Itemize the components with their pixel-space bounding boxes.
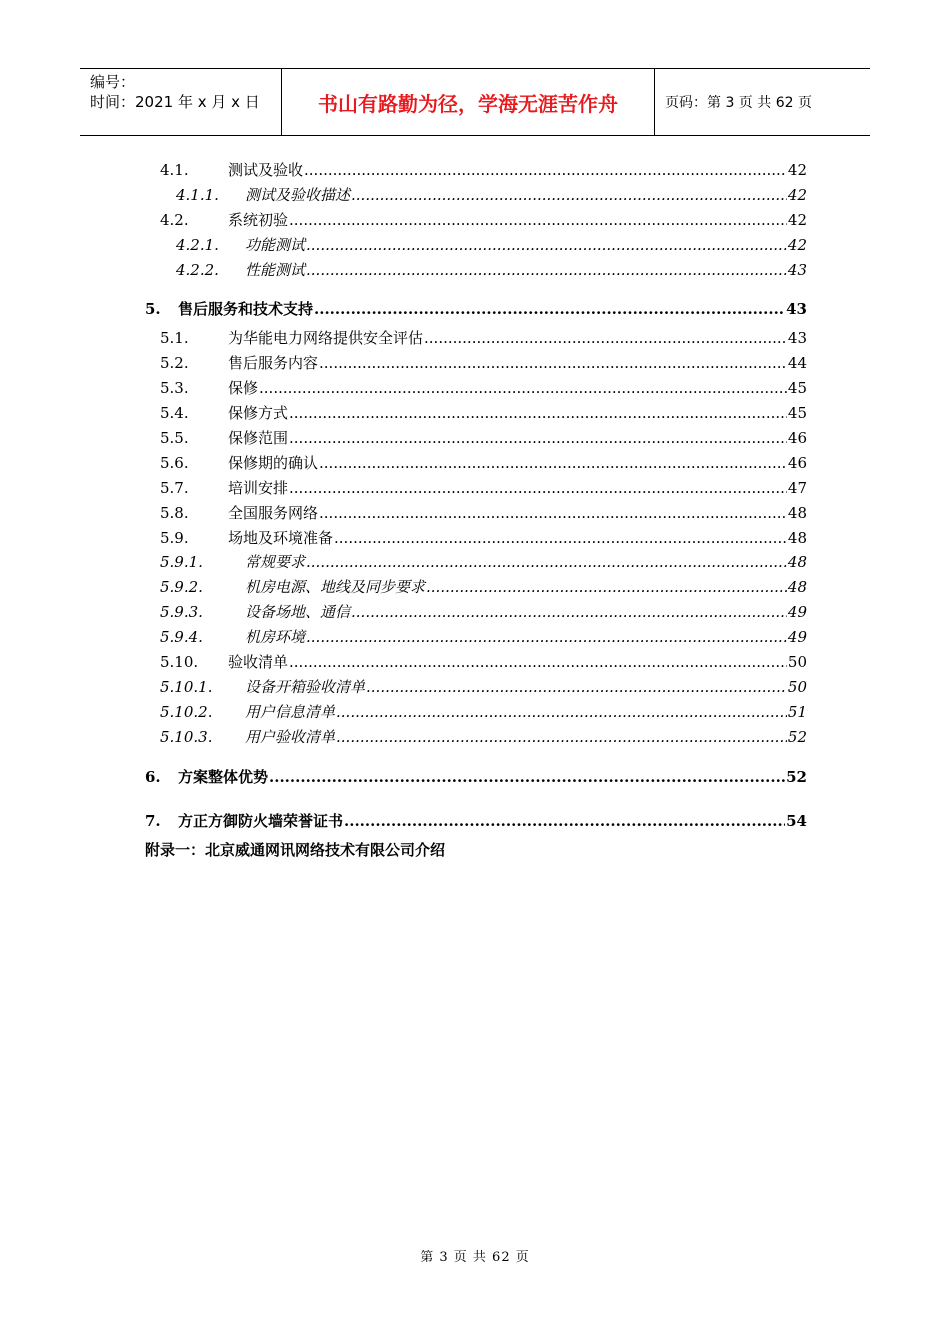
toc-entry-title: 保修: [228, 379, 259, 398]
toc-entry-page: 43: [787, 260, 807, 279]
toc-entry-page: 46: [787, 453, 807, 472]
toc-leader-dots: [351, 600, 787, 625]
toc-leader-dots: [334, 526, 787, 551]
toc-entry[interactable]: [145, 725, 807, 750]
toc-entry-title: 售后服务内容: [228, 354, 319, 373]
toc-entry-number: 4.2.: [160, 210, 189, 229]
toc-entry-page: 50: [787, 653, 807, 672]
toc-entry-page: 42: [787, 210, 807, 229]
toc-entry[interactable]: [145, 501, 807, 526]
toc-entry-title: 设备开箱验收清单: [245, 677, 366, 696]
toc-entry[interactable]: [145, 526, 807, 551]
toc-entry[interactable]: [145, 208, 807, 233]
toc-entry-title: 验收清单: [228, 653, 289, 672]
toc-entry-title: 设备场地、通信: [245, 603, 351, 622]
date-text: 时间：2021 年 x 月 x 日: [90, 93, 260, 111]
toc-entry-page: 47: [787, 478, 807, 497]
toc-leader-dots: [269, 760, 785, 794]
toc-entry-number: 5.1.: [160, 329, 189, 348]
toc-entry-number: 5.10.1.: [160, 677, 213, 696]
appendix-heading[interactable]: 附录一：北京威通网讯网络技术有限公司介绍: [145, 840, 446, 859]
toc-entry[interactable]: [145, 401, 807, 426]
toc-leader-dots: [426, 575, 787, 600]
toc-entry-page: 42: [787, 185, 807, 204]
toc-entry-number: 7.: [145, 811, 161, 830]
toc-entry-number: 5.10.2.: [160, 702, 213, 721]
toc-entry-number: 5.2.: [160, 354, 189, 373]
toc-entry-page: 48: [787, 528, 807, 547]
toc-entry[interactable]: [145, 183, 807, 208]
toc-leader-dots: [289, 650, 787, 675]
toc-entry-number: 5.8.: [160, 503, 189, 522]
toc-entry-title: 测试及验收描述: [245, 185, 351, 204]
toc-entry[interactable]: [145, 451, 807, 476]
toc-leader-dots: [319, 351, 787, 376]
table-of-contents: [145, 158, 807, 862]
toc-entry-title: 机房电源、地线及同步要求: [245, 578, 426, 597]
header-meta: [80, 69, 282, 135]
toc-entry-number: 5.9.1.: [160, 553, 203, 572]
toc-leader-dots: [319, 501, 787, 526]
toc-entry-number: 6.: [145, 767, 161, 786]
toc-leader-dots: [304, 158, 787, 183]
toc-entry-number: 5.10.: [160, 653, 199, 672]
toc-entry-page: 48: [787, 553, 807, 572]
toc-entry-page: 44: [787, 354, 807, 373]
toc-entry[interactable]: [145, 292, 807, 326]
toc-entry-title: 机房环境: [245, 628, 306, 647]
toc-leader-dots: [289, 208, 787, 233]
toc-entry-number: 4.1.1.: [176, 185, 219, 204]
toc-entry-page: 45: [787, 379, 807, 398]
toc-leader-dots: [351, 183, 787, 208]
toc-entry-number: 5.9.: [160, 528, 189, 547]
toc-leader-dots: [259, 376, 787, 401]
toc-entry[interactable]: [145, 351, 807, 376]
toc-entry-page: 45: [787, 404, 807, 423]
toc-entry[interactable]: [145, 326, 807, 351]
toc-entry[interactable]: [145, 700, 807, 725]
page-footer: 第 3 页 共 62 页: [420, 1250, 530, 1265]
toc-entry-title: 保修范围: [228, 429, 289, 448]
toc-entry-number: 4.2.1.: [176, 235, 219, 254]
toc-entry-title: 培训安排: [228, 478, 289, 497]
toc-entry-page: 54: [786, 811, 807, 830]
page-header: [80, 68, 870, 136]
toc-entry-title: 场地及环境准备: [228, 528, 334, 547]
toc-entry-title: 方案整体优势: [178, 767, 269, 786]
toc-entry-title: 用户信息清单: [245, 702, 336, 721]
toc-leader-dots: [306, 258, 787, 283]
toc-entry-title: 保修方式: [228, 404, 289, 423]
toc-entry[interactable]: [145, 158, 807, 183]
toc-entry[interactable]: [145, 575, 807, 600]
toc-entry-number: 5.6.: [160, 453, 189, 472]
toc-entry-page: 49: [787, 628, 807, 647]
toc-leader-dots: [289, 476, 787, 501]
toc-entry-title: 保修期的确认: [228, 453, 319, 472]
toc-entry-page: 42: [787, 161, 807, 179]
toc-entry-page: 52: [786, 767, 807, 786]
toc-entry-page: 52: [787, 727, 807, 746]
toc-entry-page: 43: [787, 329, 807, 348]
toc-leader-dots: [366, 675, 787, 700]
toc-entry[interactable]: [145, 258, 807, 283]
toc-leader-dots: [314, 292, 785, 326]
toc-entry-number: 5.9.3.: [160, 603, 203, 622]
toc-entry-page: 46: [787, 429, 807, 448]
toc-entry-title: 系统初验: [228, 210, 289, 229]
header-page-info: 页码：第 3 页 共 62 页: [665, 95, 812, 111]
toc-entry-page: 42: [787, 235, 807, 254]
toc-leader-dots: [306, 233, 787, 258]
toc-entry[interactable]: [145, 804, 807, 838]
serial-label: 编号：: [90, 73, 136, 91]
toc-entry-title: 功能测试: [245, 235, 306, 254]
toc-entry-page: 48: [787, 578, 807, 597]
toc-entry-number: 5.3.: [160, 379, 189, 398]
toc-entry-number: 5.5.: [160, 429, 189, 448]
toc-entry-number: 4.2.2.: [176, 260, 219, 279]
toc-entry-page: 43: [786, 300, 807, 319]
toc-leader-dots: [336, 700, 787, 725]
toc-entry-title: 性能测试: [245, 260, 306, 279]
toc-entry-page: 51: [787, 702, 807, 721]
toc-entry-number: 5.9.2.: [160, 578, 203, 597]
toc-entry-title: 用户验收清单: [245, 727, 336, 746]
toc-leader-dots: [289, 401, 787, 426]
toc-entry[interactable]: [145, 426, 807, 451]
toc-entry[interactable]: [145, 760, 807, 794]
header-motto: 书山有路勤为径，学海无涯苦作舟: [282, 69, 655, 135]
toc-entry-page: 50: [787, 677, 807, 696]
toc-entry-title: 为华能电力网络提供安全评估: [228, 329, 424, 348]
toc-leader-dots: [306, 550, 787, 575]
toc-entry[interactable]: [145, 476, 807, 501]
toc-entry-number: 5.: [145, 300, 161, 319]
toc-entry-number: 5.4.: [160, 404, 189, 423]
toc-entry[interactable]: [145, 675, 807, 700]
toc-entry-title: 常规要求: [245, 553, 306, 572]
toc-entry-number: 5.9.4.: [160, 628, 203, 647]
toc-entry-title: 售后服务和技术支持: [178, 300, 314, 319]
toc-leader-dots: [306, 625, 787, 650]
toc-entry[interactable]: [145, 376, 807, 401]
toc-entry[interactable]: [145, 233, 807, 258]
toc-entry[interactable]: [145, 650, 807, 675]
toc-entry[interactable]: [145, 625, 807, 650]
toc-entry-page: 49: [787, 603, 807, 622]
toc-entry-title: 全国服务网络: [228, 503, 319, 522]
toc-leader-dots: [319, 451, 787, 476]
toc-entry-number: 4.1.: [160, 161, 189, 179]
toc-entry-title: 测试及验收: [228, 161, 304, 179]
toc-entry-title: 方正方御防火墙荣誉证书: [178, 811, 344, 830]
toc-leader-dots: [424, 326, 787, 351]
toc-entry[interactable]: [145, 550, 807, 575]
toc-leader-dots: [344, 804, 785, 838]
toc-leader-dots: [336, 725, 787, 750]
toc-entry-number: 5.10.3.: [160, 727, 213, 746]
toc-entry-page: 48: [787, 503, 807, 522]
toc-leader-dots: [289, 426, 787, 451]
toc-entry-number: 5.7.: [160, 478, 189, 497]
toc-entry[interactable]: [145, 600, 807, 625]
